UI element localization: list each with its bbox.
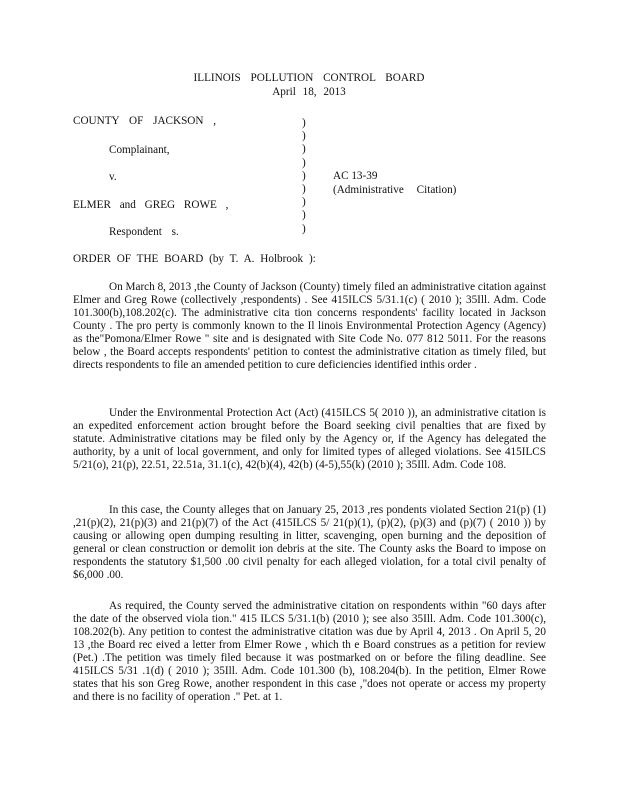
paragraph-3 (73, 504, 546, 582)
paren-mark: ) (302, 183, 306, 196)
complainant-role: Complainant, (109, 144, 170, 156)
paren-mark: ) (302, 156, 306, 169)
versus-label: v. (109, 171, 117, 183)
paragraph-text: In this case, the County alleges that on January 25, 2013 ,res pondents violated Section 21(p) (1) ,21(p)(2), 21(p)(3) and 21(p)(7) of the Act (415ILCS 5/ 21(p)(1), (p)(2), (p)(3) and (p)(7) ( 2010 )) by causing or allowing open dumping resulting in litter, scavenging, open burning and the deposition of general or clean construction or demolit ion debris at the site. The County asks the Board to impose on respondents the statutory $1,500 .00 civil penalty for each alleged violation, for a total civil penalty of $6,000 .00. (73, 504, 546, 581)
paragraph-text: On March 8, 2013 ,the County of Jackson (County) timely filed an administrative citation against Elmer and Greg Rowe (collectively ,respondents) . See 415ILCS 5/31.1(c) ( 2010 ); 35Ill. Adm. Code 101.300(b),108.202(c). The administrative cita tion concerns respondents' facility located in Jackson County . The pro perty is commonly known to the Il linois Environmental Protection Agency (Agency) as the"Pomona/Elmer Rowe " site and is designated with Site Code No. 077 812 5011. For the reasons below , the Board accepts respondents' petition to contest the administrative citation as timely filed, but directs respondents to file an amended petition to cure deficiencies identified inthis order . (73, 281, 546, 371)
case-number: AC 13-39 (333, 170, 378, 182)
paren-mark: ) (302, 169, 306, 182)
paragraph-4 (73, 600, 546, 704)
paragraph-1 (73, 281, 546, 372)
case-type: (Administrative Citation) (333, 184, 457, 196)
paren-mark: ) (302, 209, 306, 222)
respondent-name: ELMER and GREG ROWE , (73, 199, 229, 211)
agency-title: ILLINOIS POLLUTION CONTROL BOARD (193, 72, 425, 84)
paren-mark: ) (302, 196, 306, 209)
paragraph-text: Under the Environmental Protection Act (Act) (415ILCS 5( 2010 )), an administrative citation is an expedited enforcement action brought before the Board seeking civil penalties that are fixed by statute. Administrative citations may be filed only by the Agency or, if the Agency has delegated the authority, by a unit of local government, and only for limited types of alleged violations. See 415ILCS 5/21(o), 21(p), 22.51, 22.51a, 31.1(c), 42(b)(4), 42(b) (4-5),55(k) (2010 ); 35Ill. Adm. Code 108. (73, 407, 546, 471)
paren-mark: ) (302, 117, 306, 129)
paren-mark: ) (302, 143, 306, 156)
complainant-name: COUNTY OF JACKSON , (73, 115, 217, 127)
paren-mark: ) (302, 222, 306, 235)
paragraph-text: As required, the County served the administrative citation on respondents within "60 days after the date of the observed viola tion." 415 ILCS 5/31.1(b) (2010 ); see also 35Ill. Adm. Code 101.300(c), 108.202(b). Any petition to contest the administrative citation was due by April 4, 2013 . On April 5, 20 13 ,the Board rec eived a letter from Elmer Rowe , which th e Board construes as a petition for review (Pet.) .The petition was timely filed because it was postmarked on or before the filing deadline. See 415ILCS 5/31 .1(d) ( 2010 ); 35Ill. Adm. Code 101.300 (b), 108.204(b). In the petition, Elmer Rowe states that his son Greg Rowe, another respondent in this case ,"does not operate or access my property and there is no facility of operation ." Pet. at 1. (73, 600, 546, 703)
paragraph-2 (73, 407, 546, 472)
paren-mark: ) (302, 130, 306, 143)
caption-parentheses (302, 117, 312, 236)
order-heading: ORDER OF THE BOARD (by T. A. Holbrook ): (73, 253, 316, 265)
respondent-role: Respondent s. (109, 226, 179, 238)
document-date: April 18, 2013 (272, 86, 346, 98)
